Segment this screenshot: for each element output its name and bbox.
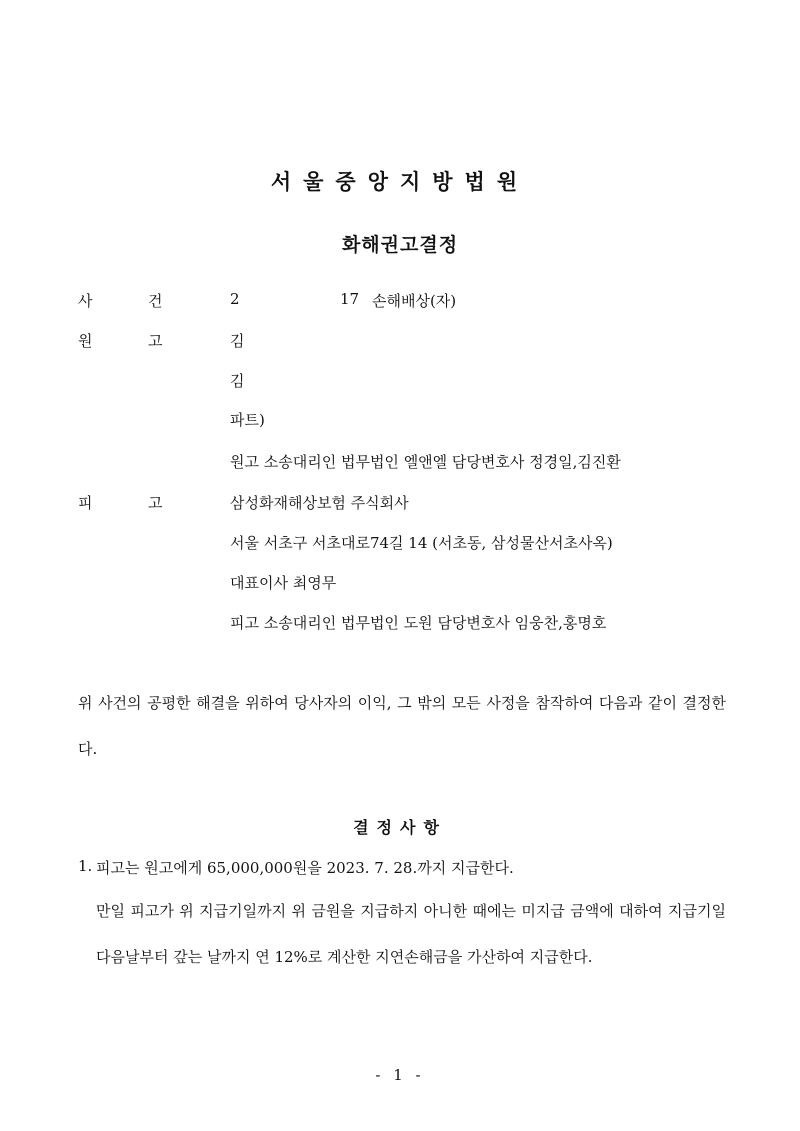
case-number-prefix: 2 <box>230 290 240 308</box>
plaintiff-line: 김 <box>230 332 245 350</box>
case-name: 손해배상(자) <box>372 292 457 310</box>
plaintiff-line: 김 <box>230 372 245 390</box>
case-label-first: 사 <box>78 292 93 310</box>
court-name: 서울중앙지방법원 <box>270 170 530 194</box>
document-title: 화해권고결정 <box>341 234 459 256</box>
item-text: 피고는 원고에게 65,000,000원을 2023. 7. 28.까지 지급한다. <box>96 859 514 877</box>
plaintiff-label-first: 원 <box>78 332 93 350</box>
section-title: 결정사항 <box>353 818 447 837</box>
plaintiff-counsel: 원고 소송대리인 법무법인 엘앤엘 담당변호사 정경일,김진환 <box>230 453 621 471</box>
defendant-counsel: 피고 소송대리인 법무법인 도원 담당변호사 임웅찬,홍명호 <box>230 614 607 632</box>
page-number: - 1 - <box>375 1066 425 1084</box>
item-number: 1. <box>78 857 93 875</box>
intro-paragraph: 위 사건의 공평한 해결을 위하여 당사자의 이익, 그 밖의 모든 사정을 참작하여 다음과 같이 결정한다. <box>78 694 726 758</box>
defendant-address: 서울 서초구 서초대로74길 14 (서초동, 삼성물산서초사옥) <box>230 534 613 552</box>
case-label-second: 건 <box>148 292 163 310</box>
case-number-suffix: 17 <box>340 290 360 308</box>
defendant-label-second: 고 <box>148 494 163 512</box>
plaintiff-label-second: 고 <box>148 332 163 350</box>
defendant-name: 삼성화재해상보험 주식회사 <box>230 494 409 512</box>
defendant-representative: 대표이사 최영무 <box>230 574 337 592</box>
defendant-label-first: 피 <box>78 494 93 512</box>
plaintiff-line: 파트) <box>230 411 265 429</box>
item-continuation: 만일 피고가 위 지급기일까지 위 금원을 지급하지 아니한 때에는 미지급 금액에 대하여 지급기일 다음날부터 갚는 날까지 연 12%로 계산한 지연손해금을 가산하여 지급한다. <box>96 902 726 966</box>
